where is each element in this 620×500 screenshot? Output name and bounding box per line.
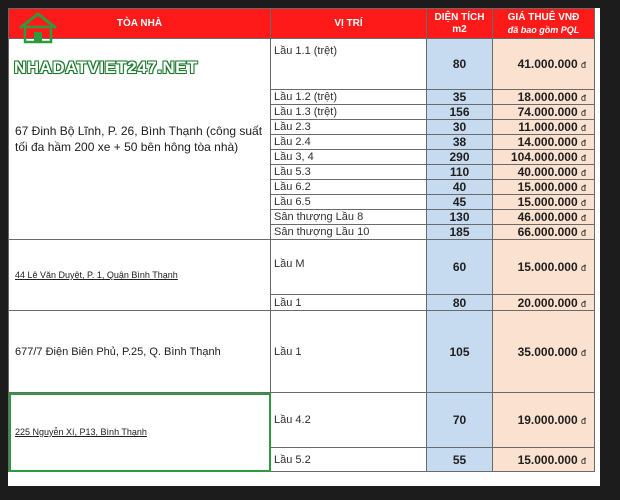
area-cell: 185	[427, 225, 493, 240]
area-cell: 55	[427, 448, 493, 472]
price-cell	[493, 39, 595, 90]
floor-cell: Lầu 1.2 (trệt)	[271, 90, 427, 105]
floor-cell: Lầu 6.5	[271, 195, 427, 210]
currency-label: đ	[580, 455, 586, 466]
house-logo-icon	[16, 10, 60, 44]
area-cell: 60	[427, 240, 493, 295]
header-price-line1: GIÁ THUÊ VNĐ	[507, 11, 580, 23]
header-price-line2: đã bao gồm PQL	[507, 24, 580, 35]
area-cell: 35	[427, 90, 493, 105]
floor-cell: Lầu 4.2	[271, 393, 427, 448]
price-value: 74.000.000	[517, 105, 578, 119]
price-cell	[493, 393, 595, 448]
table-row	[9, 393, 595, 448]
area-cell: 30	[427, 120, 493, 135]
area-cell: 105	[427, 311, 493, 393]
floor-cell: Lầu 5.3	[271, 165, 427, 180]
price-cell	[493, 105, 595, 120]
currency-label: đ	[580, 183, 586, 193]
floor-cell: Sân thượng Lầu 10	[271, 225, 427, 240]
currency-label: đ	[580, 198, 586, 208]
area-cell: 80	[427, 39, 493, 90]
area-cell: 156	[427, 105, 493, 120]
price-value: 11.000.000	[518, 120, 578, 134]
price-value: 40.000.000	[517, 165, 578, 179]
price-value: 19.000.000	[517, 413, 578, 427]
table-row	[9, 240, 595, 295]
currency-label: đ	[580, 93, 586, 103]
building-address: 225 Nguyễn Xí, P13, Bình Thạnh	[15, 427, 147, 437]
price-cell	[493, 311, 595, 393]
building-address-cell	[9, 393, 271, 472]
floor-cell: Lầu 2.3	[271, 120, 427, 135]
price-value: 41.000.000	[517, 57, 578, 71]
price-value: 15.000.000	[517, 195, 578, 209]
price-cell	[493, 180, 595, 195]
area-cell: 40	[427, 180, 493, 195]
price-cell	[493, 150, 595, 165]
currency-label: đ	[580, 123, 586, 133]
price-cell	[493, 90, 595, 105]
building-address: 44 Lê Văn Duyệt, P. 1, Quận Bình Thạnh	[15, 270, 178, 280]
price-value: 15.000.000	[517, 260, 578, 274]
building-address: 677/7 Điện Biên Phủ, P.25, Q. Bình Thạnh	[15, 345, 221, 358]
currency-label: đ	[580, 347, 586, 358]
watermark-text: NHADATVIET247.NET	[14, 58, 198, 77]
header-building: TÒA NHÀ	[9, 9, 271, 39]
header-row	[9, 9, 595, 39]
price-cell	[493, 448, 595, 472]
building-address-cell	[9, 240, 271, 311]
price-sheet	[8, 8, 600, 486]
floor-cell: Lầu 3, 4	[271, 150, 427, 165]
floor-cell: Lầu 1	[271, 295, 427, 311]
currency-label: đ	[580, 153, 586, 163]
floor-cell: Lầu M	[271, 240, 427, 295]
building-address: 67 Đinh Bộ Lĩnh, P. 26, Bình Thạnh (công suất tối đa hầm 200 xe + 50 bên hông tòa nhà)	[15, 124, 263, 154]
price-value: 104.000.000	[510, 150, 578, 164]
area-cell: 80	[427, 295, 493, 311]
area-cell: 110	[427, 165, 493, 180]
currency-label: đ	[580, 213, 586, 223]
currency-label: đ	[580, 298, 586, 309]
floor-cell: Lầu 1	[271, 311, 427, 393]
price-value: 46.000.000	[517, 210, 578, 224]
area-cell: 38	[427, 135, 493, 150]
currency-label: đ	[580, 228, 586, 238]
header-price	[493, 9, 595, 39]
table-row	[9, 311, 595, 393]
price-value: 15.000.000	[517, 452, 578, 467]
currency-label: đ	[580, 168, 586, 178]
floor-cell: Lầu 2.4	[271, 135, 427, 150]
currency-label: đ	[580, 108, 586, 118]
currency-label: đ	[580, 138, 586, 148]
header-location: VỊ TRÍ	[271, 9, 427, 39]
price-cell	[493, 225, 595, 240]
currency-label: đ	[580, 416, 586, 426]
price-cell	[493, 165, 595, 180]
floor-cell: Lầu 6.2	[271, 180, 427, 195]
floor-cell: Lầu 1.1 (trệt)	[271, 39, 427, 90]
watermark	[8, 46, 230, 84]
building-address-cell	[9, 311, 271, 393]
price-value: 66.000.000	[517, 225, 578, 239]
price-cell	[493, 240, 595, 295]
currency-label: đ	[580, 60, 586, 70]
price-cell	[493, 210, 595, 225]
price-value: 20.000.000	[517, 295, 578, 310]
area-cell: 45	[427, 195, 493, 210]
price-value: 35.000.000	[517, 344, 578, 359]
price-cell	[493, 295, 595, 311]
floor-cell: Sân thượng Lầu 8	[271, 210, 427, 225]
price-cell	[493, 195, 595, 210]
area-cell: 290	[427, 150, 493, 165]
header-area: DIỆN TÍCH m2	[427, 9, 493, 39]
floor-cell: Lầu 5.2	[271, 448, 427, 472]
price-value: 14.000.000	[517, 135, 578, 149]
floor-cell: Lầu 1.3 (trệt)	[271, 105, 427, 120]
price-cell	[493, 120, 595, 135]
price-cell	[493, 135, 595, 150]
currency-label: đ	[580, 263, 586, 273]
area-cell: 70	[427, 393, 493, 448]
price-value: 18.000.000	[517, 90, 578, 104]
price-value: 15.000.000	[517, 180, 578, 194]
area-cell: 130	[427, 210, 493, 225]
